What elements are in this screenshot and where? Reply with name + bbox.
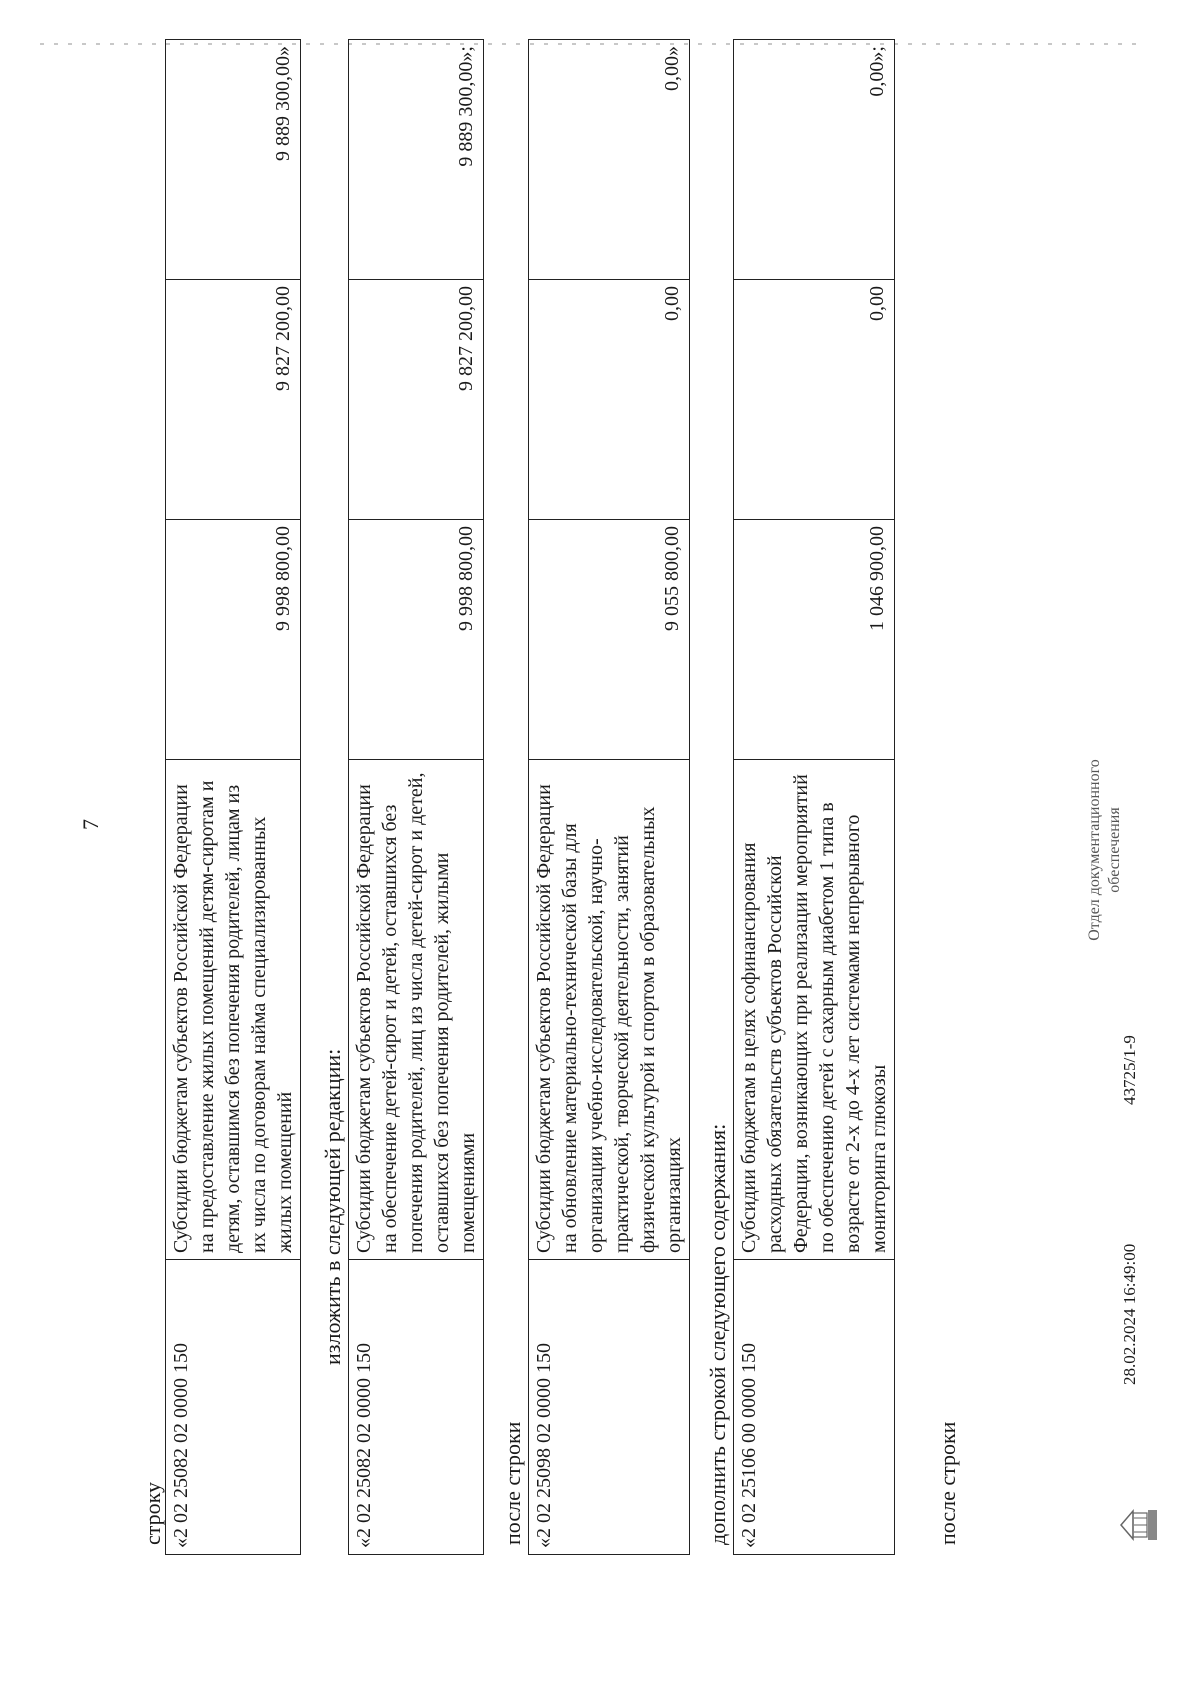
description-cell: Субсидии бюджетам субъектов Российской Федерации на предоставление жилых помещений детям-сиротам и детям, оставшимся без попечения родителей, лицам из их числа по договорам найма специализированных жилых помещений (166, 760, 301, 1260)
page-number: 7 (78, 819, 103, 830)
table-row (349, 40, 484, 1555)
instruction-label-4: дополнить строкой следующего содержания: (705, 1123, 730, 1545)
table-row (529, 40, 690, 1555)
table-row (166, 40, 301, 1555)
footer-date: 28.02.2024 16:49:00 (1120, 1243, 1139, 1385)
table-row (734, 40, 895, 1555)
department-stamp (1085, 705, 1125, 995)
duma-logo-icon (1115, 1505, 1161, 1545)
amount-cell-2: 9 827 200,00 (349, 280, 484, 520)
amendment-table-3 (528, 39, 690, 1555)
instruction-label-3: после строки (500, 1421, 525, 1545)
description-cell: Субсидии бюджетам субъектов Российской Федерации на обеспечение детей-сирот и детей, оставшихся без попечения родителей, лиц из числа детей-сирот и детей, оставшихся без попечения родителей, жилыми помещениями (349, 760, 484, 1260)
amount-cell-1: 9 998 800,00 (166, 520, 301, 760)
instruction-label-2: изложить в следующей редакции: (320, 1048, 345, 1365)
amount-cell-1: 9 055 800,00 (529, 520, 690, 760)
amendment-table-4 (733, 39, 895, 1555)
amount-cell-2: 0,00 (734, 280, 895, 520)
amendment-table-1 (165, 39, 301, 1555)
amount-cell-1: 9 998 800,00 (349, 520, 484, 760)
amount-cell-2: 9 827 200,00 (166, 280, 301, 520)
budget-code-cell: «2 02 25082 02 0000 150 (349, 1260, 484, 1555)
stamp-line-2: обеспечения (1106, 807, 1123, 893)
description-cell: Субсидии бюджетам субъектов Российской Федерации на обновление материально-технической базы для организации учебно-исследовательской, научно-практической, творческой деятельности, занятий физической культурой и спортом в образовательных организациях (529, 760, 690, 1260)
budget-code-cell: «2 02 25082 02 0000 150 (166, 1260, 301, 1555)
amount-cell-3: 9 889 300,00»; (349, 40, 484, 280)
amendment-table-2 (348, 39, 484, 1555)
closing-instruction-label: после строки (935, 1421, 960, 1545)
amount-cell-2: 0,00 (529, 280, 690, 520)
budget-code-cell: «2 02 25098 02 0000 150 (529, 1260, 690, 1555)
amount-cell-3: 0,00» (529, 40, 690, 280)
amount-cell-3: 0,00»; (734, 40, 895, 280)
footer-doc-number: 43725/1-9 (1120, 1035, 1139, 1105)
description-cell: Субсидии бюджетам в целях софинансирования расходных обязательств субъектов Российской Федерации, возникающих при реализации мероприятий по обеспечению детей с сахарным диабетом 1 типа в возрасте от 2-х до 4-х лет системами непрерывного мониторинга глюкозы (734, 760, 895, 1260)
amount-cell-3: 9 889 300,00» (166, 40, 301, 280)
amount-cell-1: 1 046 900,00 (734, 520, 895, 760)
instruction-label-1: строку (140, 1481, 165, 1545)
budget-code-cell: «2 02 25106 00 0000 150 (734, 1260, 895, 1555)
stamp-line-1: Отдел документационного (1086, 759, 1103, 941)
